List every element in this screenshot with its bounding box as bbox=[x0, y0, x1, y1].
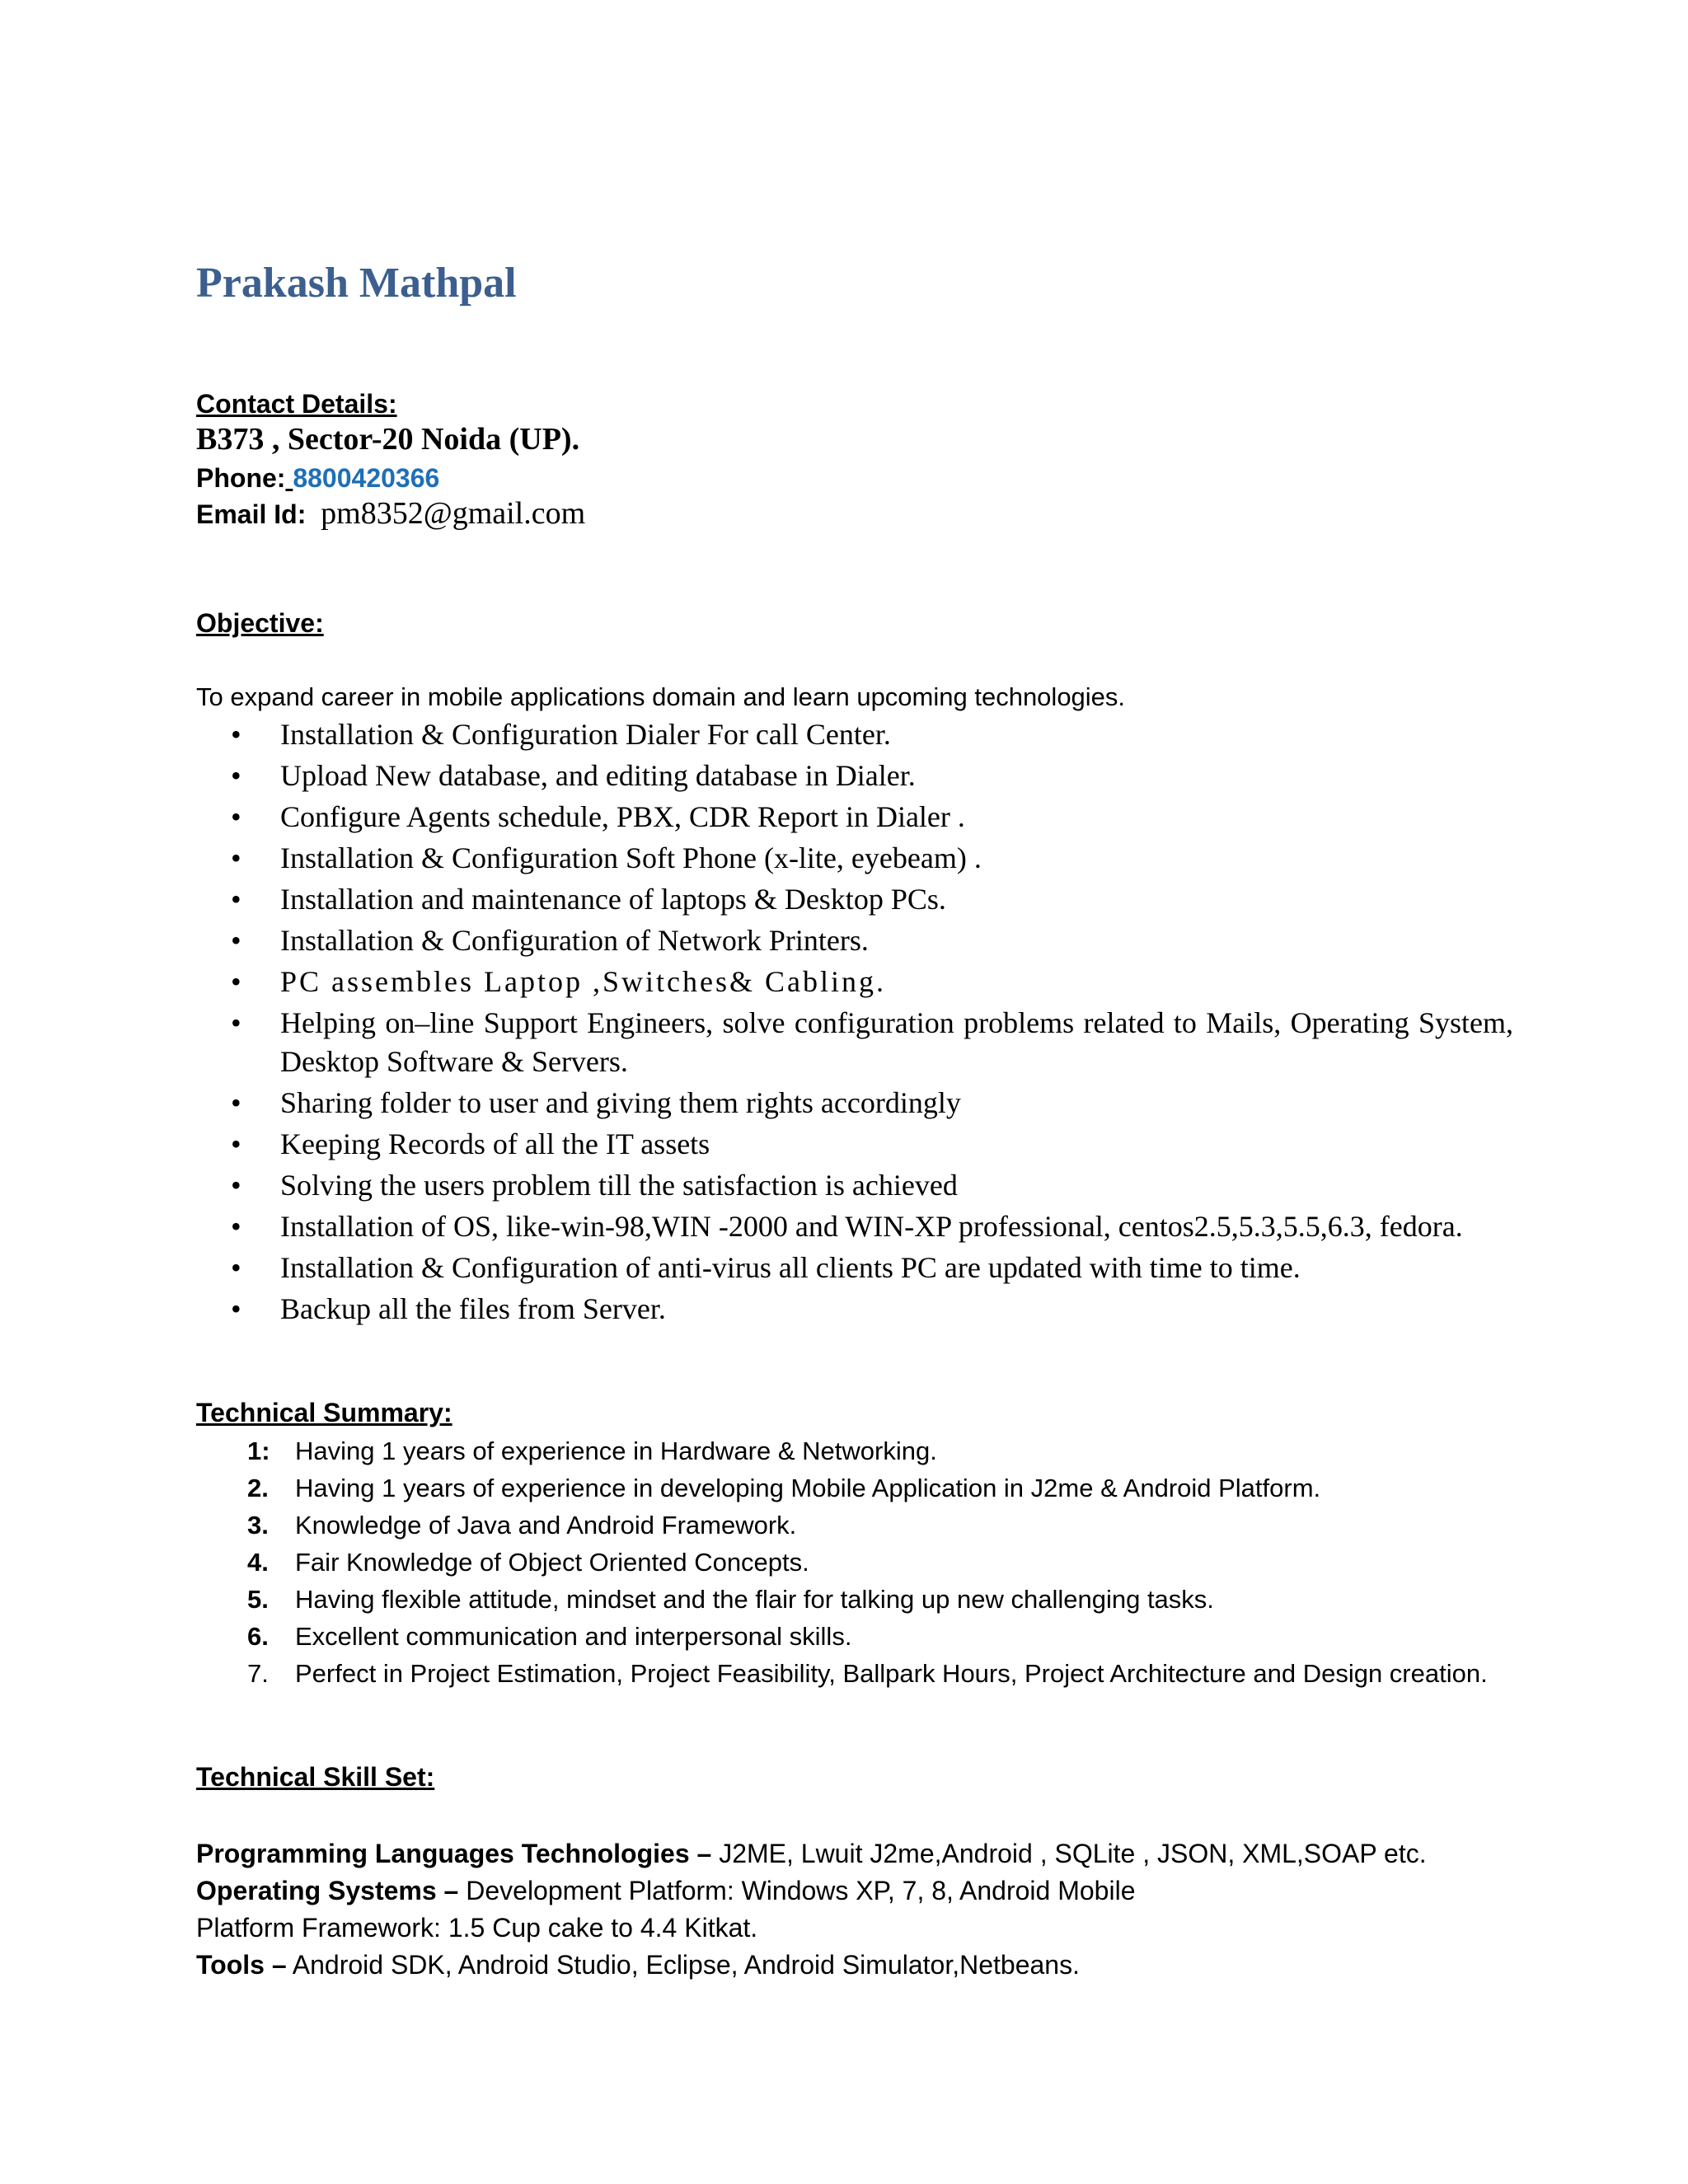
operating-systems-line bbox=[196, 1872, 1515, 1910]
item-number: 5. bbox=[247, 1585, 269, 1614]
list-item: • PC assembles Laptop ,Switches& Cabling. bbox=[198, 963, 1513, 1001]
list-item: • Upload New database, and editing database in Dialer. bbox=[198, 757, 1513, 795]
list-item: • Installation & Configuration of anti-virus all clients PC are updated with time to time. bbox=[198, 1249, 1513, 1287]
list-item: • Installation of OS, like-win-98,WIN -2000 and WIN-XP professional, centos2.5,5.3,5.5,6.3, fedora. bbox=[198, 1207, 1513, 1246]
tools-value: Android SDK, Android Studio, Eclipse, Android Simulator,Netbeans. bbox=[286, 1950, 1080, 1980]
item-text: Having 1 years of experience in Hardware & Networking. bbox=[295, 1436, 937, 1465]
os-value: Development Platform: Windows XP, 7, 8, Android Mobile bbox=[458, 1876, 1136, 1905]
os-label: Operating Systems – bbox=[196, 1876, 459, 1905]
programming-languages-line bbox=[196, 1835, 1515, 1872]
list-item: • Sharing folder to user and giving them rights accordingly bbox=[198, 1084, 1513, 1122]
platform-framework-line: Platform Framework: 1.5 Cup cake to 4.4 Kitkat. bbox=[196, 1913, 758, 1943]
item-text: Perfect in Project Estimation, Project Feasibility, Ballpark Hours, Project Architecture and Design creation. bbox=[295, 1659, 1488, 1688]
technical-summary-heading: Technical Summary: bbox=[196, 1398, 452, 1427]
email-address: pm8352@gmail.com bbox=[321, 496, 586, 531]
programming-label: Programming Languages Technologies – bbox=[196, 1839, 712, 1868]
list-item bbox=[247, 1655, 1513, 1692]
list-item: • Installation & Configuration Dialer For call Center. bbox=[198, 715, 1513, 754]
skill-set bbox=[196, 1835, 1515, 1984]
list-item: • Installation & Configuration Soft Phone (x-lite, eyebeam) . bbox=[198, 839, 1513, 878]
list-item bbox=[247, 1618, 1513, 1655]
list-item bbox=[247, 1581, 1513, 1618]
objective-text: To expand career in mobile applications domain and learn upcoming technologies. bbox=[196, 682, 1126, 711]
item-text: Having flexible attitude, mindset and the flair for talking up new challenging tasks. bbox=[295, 1585, 1214, 1614]
list-item bbox=[247, 1432, 1513, 1469]
list-item: • Helping on–line Support Engineers, solve configuration problems related to Mails, Operating System, Desktop Software & Servers. bbox=[198, 1004, 1513, 1081]
email-line bbox=[196, 498, 585, 529]
candidate-name: Prakash Mathpal bbox=[196, 260, 517, 307]
address: B373 , Sector-20 Noida (UP). bbox=[196, 422, 580, 457]
tools-line bbox=[196, 1947, 1515, 1984]
technical-skill-set-heading: Technical Skill Set: bbox=[196, 1762, 435, 1792]
item-text: Excellent communication and interpersonal skills. bbox=[295, 1622, 852, 1651]
duties-list bbox=[198, 715, 1513, 1331]
email-label: Email Id: bbox=[196, 499, 307, 529]
phone-label: Phone: bbox=[196, 463, 286, 493]
list-item: • Installation & Configuration of Network Printers. bbox=[198, 921, 1513, 960]
item-text: Fair Knowledge of Object Oriented Concepts. bbox=[295, 1548, 809, 1577]
tools-label: Tools – bbox=[196, 1950, 287, 1980]
technical-summary-list bbox=[247, 1432, 1513, 1692]
phone-number: 8800420366 bbox=[293, 463, 440, 493]
phone-line bbox=[196, 465, 439, 491]
item-number: 6. bbox=[247, 1622, 269, 1651]
list-item bbox=[247, 1469, 1513, 1507]
item-number: 3. bbox=[247, 1511, 269, 1540]
item-number: 2. bbox=[247, 1474, 269, 1502]
list-item bbox=[247, 1544, 1513, 1581]
list-item: • Installation and maintenance of laptops & Desktop PCs. bbox=[198, 880, 1513, 919]
item-number: 1: bbox=[247, 1436, 270, 1465]
list-item: • Keeping Records of all the IT assets bbox=[198, 1125, 1513, 1164]
list-item: • Solving the users problem till the satisfaction is achieved bbox=[198, 1166, 1513, 1205]
list-item: • Configure Agents schedule, PBX, CDR Report in Dialer . bbox=[198, 798, 1513, 837]
item-number: 4. bbox=[247, 1548, 269, 1577]
list-item bbox=[247, 1507, 1513, 1544]
item-text: Knowledge of Java and Android Framework. bbox=[295, 1511, 797, 1540]
contact-details-heading: Contact Details: bbox=[196, 389, 397, 419]
item-text: Having 1 years of experience in developing Mobile Application in J2me & Android Platform. bbox=[295, 1474, 1321, 1502]
item-number: 7. bbox=[247, 1659, 269, 1688]
list-item: • Backup all the files from Server. bbox=[198, 1290, 1513, 1329]
objective-heading: Objective: bbox=[196, 608, 324, 638]
phone-gap bbox=[285, 463, 293, 493]
programming-value: J2ME, Lwuit J2me,Android , SQLite , JSON, XML,SOAP etc. bbox=[711, 1839, 1427, 1868]
